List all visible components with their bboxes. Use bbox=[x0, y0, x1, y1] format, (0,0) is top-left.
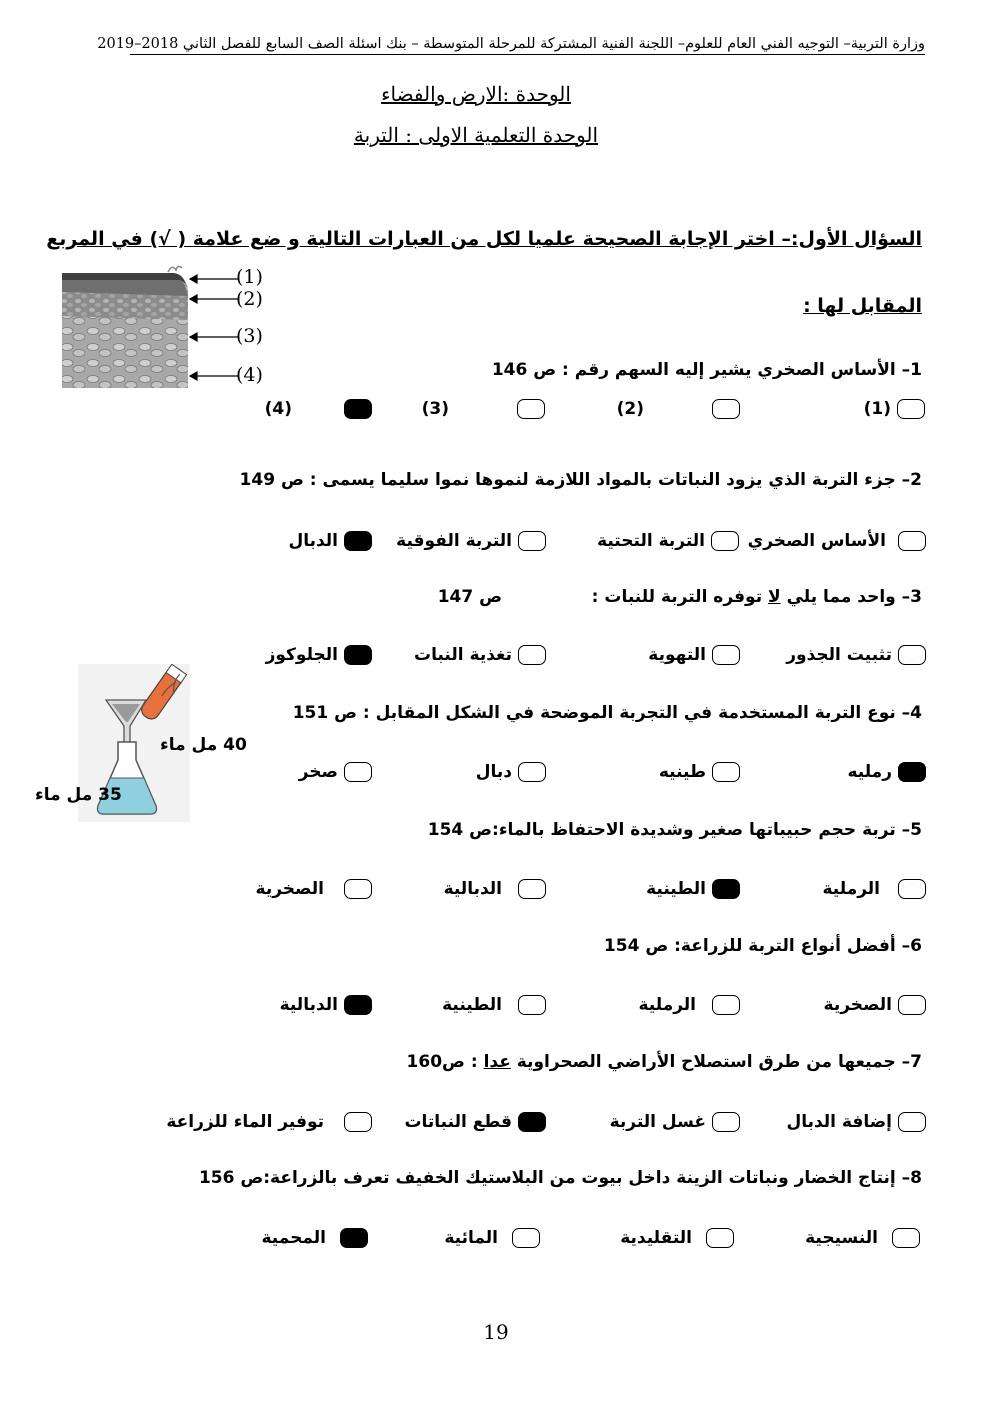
q3-option-2[interactable] bbox=[648, 645, 740, 665]
top-water-label: 40 مل ماء bbox=[160, 735, 247, 755]
question-2: 2– جزء التربة الذي يزود النباتات بالمواد اللازمة لنموها نموا سليما يسمى : ص 149 bbox=[239, 470, 922, 490]
q7-option-4[interactable] bbox=[166, 1112, 372, 1132]
question-4: 4– نوع التربة المستخدمة في التجربة الموضحة في الشكل المقابل : ص 151 bbox=[292, 703, 922, 723]
q6-option-3[interactable] bbox=[442, 995, 546, 1015]
q3-checkbox-1[interactable] bbox=[898, 645, 926, 665]
q7-text-suffix: : ص160 bbox=[406, 1052, 484, 1072]
question-1: 1– الأساس الصخري يشير إليه السهم رقم : ص 146 bbox=[491, 360, 922, 380]
q7-option-1[interactable] bbox=[786, 1112, 926, 1132]
unit-title: الوحدة :الارض والفضاء bbox=[381, 82, 571, 106]
page-header: وزارة التربية– التوجيه الفني العام للعلوم– اللجنة الفنية المشتركة للمرحلة المتوسطة – بنك اسئلة الصف السابع للفصل الثاني 2018–2019 bbox=[130, 36, 925, 55]
q1-checkbox-3[interactable] bbox=[517, 399, 545, 419]
q4-checkbox-4[interactable] bbox=[344, 762, 372, 782]
q3-option-1[interactable] bbox=[786, 645, 926, 665]
q7-checkbox-3[interactable] bbox=[518, 1112, 546, 1132]
q2-option-4[interactable] bbox=[288, 531, 372, 551]
q8-option-1[interactable] bbox=[805, 1228, 920, 1248]
q5-checkbox-1[interactable] bbox=[898, 879, 926, 899]
q6-checkbox-2[interactable] bbox=[712, 995, 740, 1015]
arrow-label-2: (2) bbox=[236, 288, 263, 310]
question-8: 8– إنتاج الخضار ونباتات الزينة داخل بيوت من البلاستيك الخفيف تعرف بالزراعة:ص 156 bbox=[198, 1168, 922, 1188]
q3-text-prefix: 3– واحد مما يلي bbox=[780, 587, 922, 607]
q5-checkbox-4[interactable] bbox=[344, 879, 372, 899]
q7-text-emphasis: عدا bbox=[483, 1052, 511, 1072]
q6-checkbox-1[interactable] bbox=[898, 995, 926, 1015]
q8-option-4[interactable] bbox=[261, 1228, 368, 1248]
q7-text-prefix: 7– جميعها من طرق استصلاح الأراضي الصحراوية bbox=[510, 1052, 922, 1072]
arrow-label-1: (1) bbox=[236, 266, 263, 288]
q5-option-3[interactable] bbox=[444, 879, 546, 899]
q4-option-2[interactable] bbox=[659, 762, 740, 782]
q8-checkbox-2[interactable] bbox=[706, 1228, 734, 1248]
question-7 bbox=[407, 1052, 922, 1072]
question-3 bbox=[592, 587, 922, 607]
q5-option-1-label: الرملية bbox=[822, 879, 880, 899]
q7-option-2-label: غسل التربة bbox=[609, 1112, 706, 1132]
q5-option-3-label: الدبالية bbox=[443, 879, 502, 899]
q8-checkbox-1[interactable] bbox=[892, 1228, 920, 1248]
q4-option-3-label: دبال bbox=[475, 762, 512, 782]
q3-option-4-label: الجلوكوز bbox=[265, 645, 338, 665]
q1-option-3[interactable] bbox=[422, 399, 545, 419]
q6-option-2[interactable] bbox=[639, 995, 741, 1015]
q7-option-3[interactable] bbox=[404, 1112, 546, 1132]
arrow-label-3: (3) bbox=[236, 325, 263, 347]
q7-option-3-label: قطع النباتات bbox=[404, 1112, 512, 1132]
question-5: 5– تربة حجم حبيباتها صغير وشديدة الاحتفاظ بالماء:ص 154 bbox=[427, 820, 922, 840]
bottom-water-label: 35 مل ماء bbox=[35, 785, 122, 805]
q8-option-2[interactable] bbox=[620, 1228, 734, 1248]
q2-option-1-label: الأساس الصخري bbox=[747, 531, 886, 551]
q6-option-3-label: الطينية bbox=[442, 995, 502, 1015]
q7-option-4-label: توفير الماء للزراعة bbox=[166, 1112, 324, 1132]
q7-checkbox-1[interactable] bbox=[898, 1112, 926, 1132]
subunit-title: الوحدة التعلمية الاولى : التربة bbox=[353, 123, 599, 147]
q5-option-1[interactable] bbox=[823, 879, 927, 899]
q5-checkbox-3[interactable] bbox=[518, 879, 546, 899]
main-question-line1: السؤال الأول:– اختر الإجابة الصحيحة علميا لكل من العبارات التالية و ضع علامة ( √) في المربع bbox=[46, 228, 922, 250]
question-6: 6– أفضل أنواع التربة للزراعة: ص 154 bbox=[603, 936, 922, 956]
q3-checkbox-3[interactable] bbox=[518, 645, 546, 665]
q6-option-4[interactable] bbox=[280, 995, 372, 1015]
q2-checkbox-2[interactable] bbox=[711, 531, 739, 551]
q3-option-2-label: التهوية bbox=[648, 645, 706, 665]
q2-checkbox-1[interactable] bbox=[898, 531, 926, 551]
q3-option-1-label: تثبيت الجذور bbox=[786, 645, 892, 665]
q2-checkbox-3[interactable] bbox=[518, 531, 546, 551]
q3-checkbox-2[interactable] bbox=[712, 645, 740, 665]
q4-option-4-label: صخر bbox=[298, 762, 338, 782]
q5-checkbox-2[interactable] bbox=[712, 879, 740, 899]
q1-option-1[interactable] bbox=[864, 399, 925, 419]
q6-option-1[interactable] bbox=[824, 995, 926, 1015]
q1-checkbox-1[interactable] bbox=[897, 399, 925, 419]
q5-option-2[interactable] bbox=[646, 879, 740, 899]
q3-option-4[interactable] bbox=[266, 645, 372, 665]
arrow-label-4: (4) bbox=[236, 364, 263, 386]
q1-option-2-label: (2) bbox=[616, 399, 644, 419]
q4-option-1-label: رمليه bbox=[847, 762, 892, 782]
q1-checkbox-4[interactable] bbox=[344, 399, 372, 419]
q5-option-4[interactable] bbox=[256, 879, 372, 899]
q7-option-2[interactable] bbox=[610, 1112, 740, 1132]
q4-checkbox-1[interactable] bbox=[898, 762, 926, 782]
q8-option-4-label: المحمية bbox=[261, 1228, 326, 1248]
q8-option-1-label: النسيجية bbox=[805, 1228, 878, 1248]
q8-option-3[interactable] bbox=[444, 1228, 540, 1248]
q7-checkbox-4[interactable] bbox=[344, 1112, 372, 1132]
q4-option-2-label: طينيه bbox=[658, 762, 706, 782]
q4-option-4[interactable] bbox=[299, 762, 372, 782]
q2-checkbox-4[interactable] bbox=[344, 531, 372, 551]
q2-option-2[interactable] bbox=[597, 531, 739, 551]
q1-checkbox-2[interactable] bbox=[712, 399, 740, 419]
q3-checkbox-4[interactable] bbox=[344, 645, 372, 665]
q2-option-2-label: التربة التحتية bbox=[597, 531, 705, 551]
q8-option-2-label: التقليدية bbox=[620, 1228, 692, 1248]
q6-option-4-label: الدبالية bbox=[279, 995, 338, 1015]
q6-checkbox-4[interactable] bbox=[344, 995, 372, 1015]
q5-option-4-label: الصخرية bbox=[255, 879, 324, 899]
q7-checkbox-2[interactable] bbox=[712, 1112, 740, 1132]
q1-option-4[interactable] bbox=[265, 399, 372, 419]
q1-option-2[interactable] bbox=[617, 399, 740, 419]
q3-text-suffix: توفره التربة للنبات : bbox=[591, 587, 769, 607]
q1-option-1-label: (1) bbox=[863, 399, 891, 419]
soil-layers-figure bbox=[60, 262, 290, 392]
q4-checkbox-2[interactable] bbox=[712, 762, 740, 782]
q8-option-3-label: المائية bbox=[444, 1228, 498, 1248]
q6-option-1-label: الصخرية bbox=[823, 995, 892, 1015]
q2-option-1[interactable] bbox=[748, 531, 926, 551]
q5-option-2-label: الطينية bbox=[646, 879, 706, 899]
q8-checkbox-3[interactable] bbox=[512, 1228, 540, 1248]
q7-option-1-label: إضافة الدبال bbox=[786, 1112, 892, 1132]
q4-option-1[interactable] bbox=[847, 762, 926, 782]
q6-checkbox-3[interactable] bbox=[518, 995, 546, 1015]
q2-option-3[interactable] bbox=[396, 531, 546, 551]
q8-checkbox-4[interactable] bbox=[340, 1228, 368, 1248]
q1-option-3-label: (3) bbox=[421, 399, 449, 419]
q3-text-emphasis: لا bbox=[768, 587, 781, 607]
q1-option-4-label: (4) bbox=[264, 399, 292, 419]
page-number: 19 bbox=[483, 1320, 509, 1344]
q3-option-3-label: تغذية النبات bbox=[414, 645, 512, 665]
q4-option-3[interactable] bbox=[476, 762, 546, 782]
q6-option-2-label: الرملية bbox=[638, 995, 696, 1015]
q3-option-3[interactable] bbox=[414, 645, 546, 665]
q3-page-ref: ص 147 bbox=[437, 587, 502, 607]
main-question-line2: المقابل لها : bbox=[803, 295, 922, 317]
q2-option-3-label: التربة الفوقية bbox=[396, 531, 512, 551]
q2-option-4-label: الدبال bbox=[288, 531, 338, 551]
q4-checkbox-3[interactable] bbox=[518, 762, 546, 782]
